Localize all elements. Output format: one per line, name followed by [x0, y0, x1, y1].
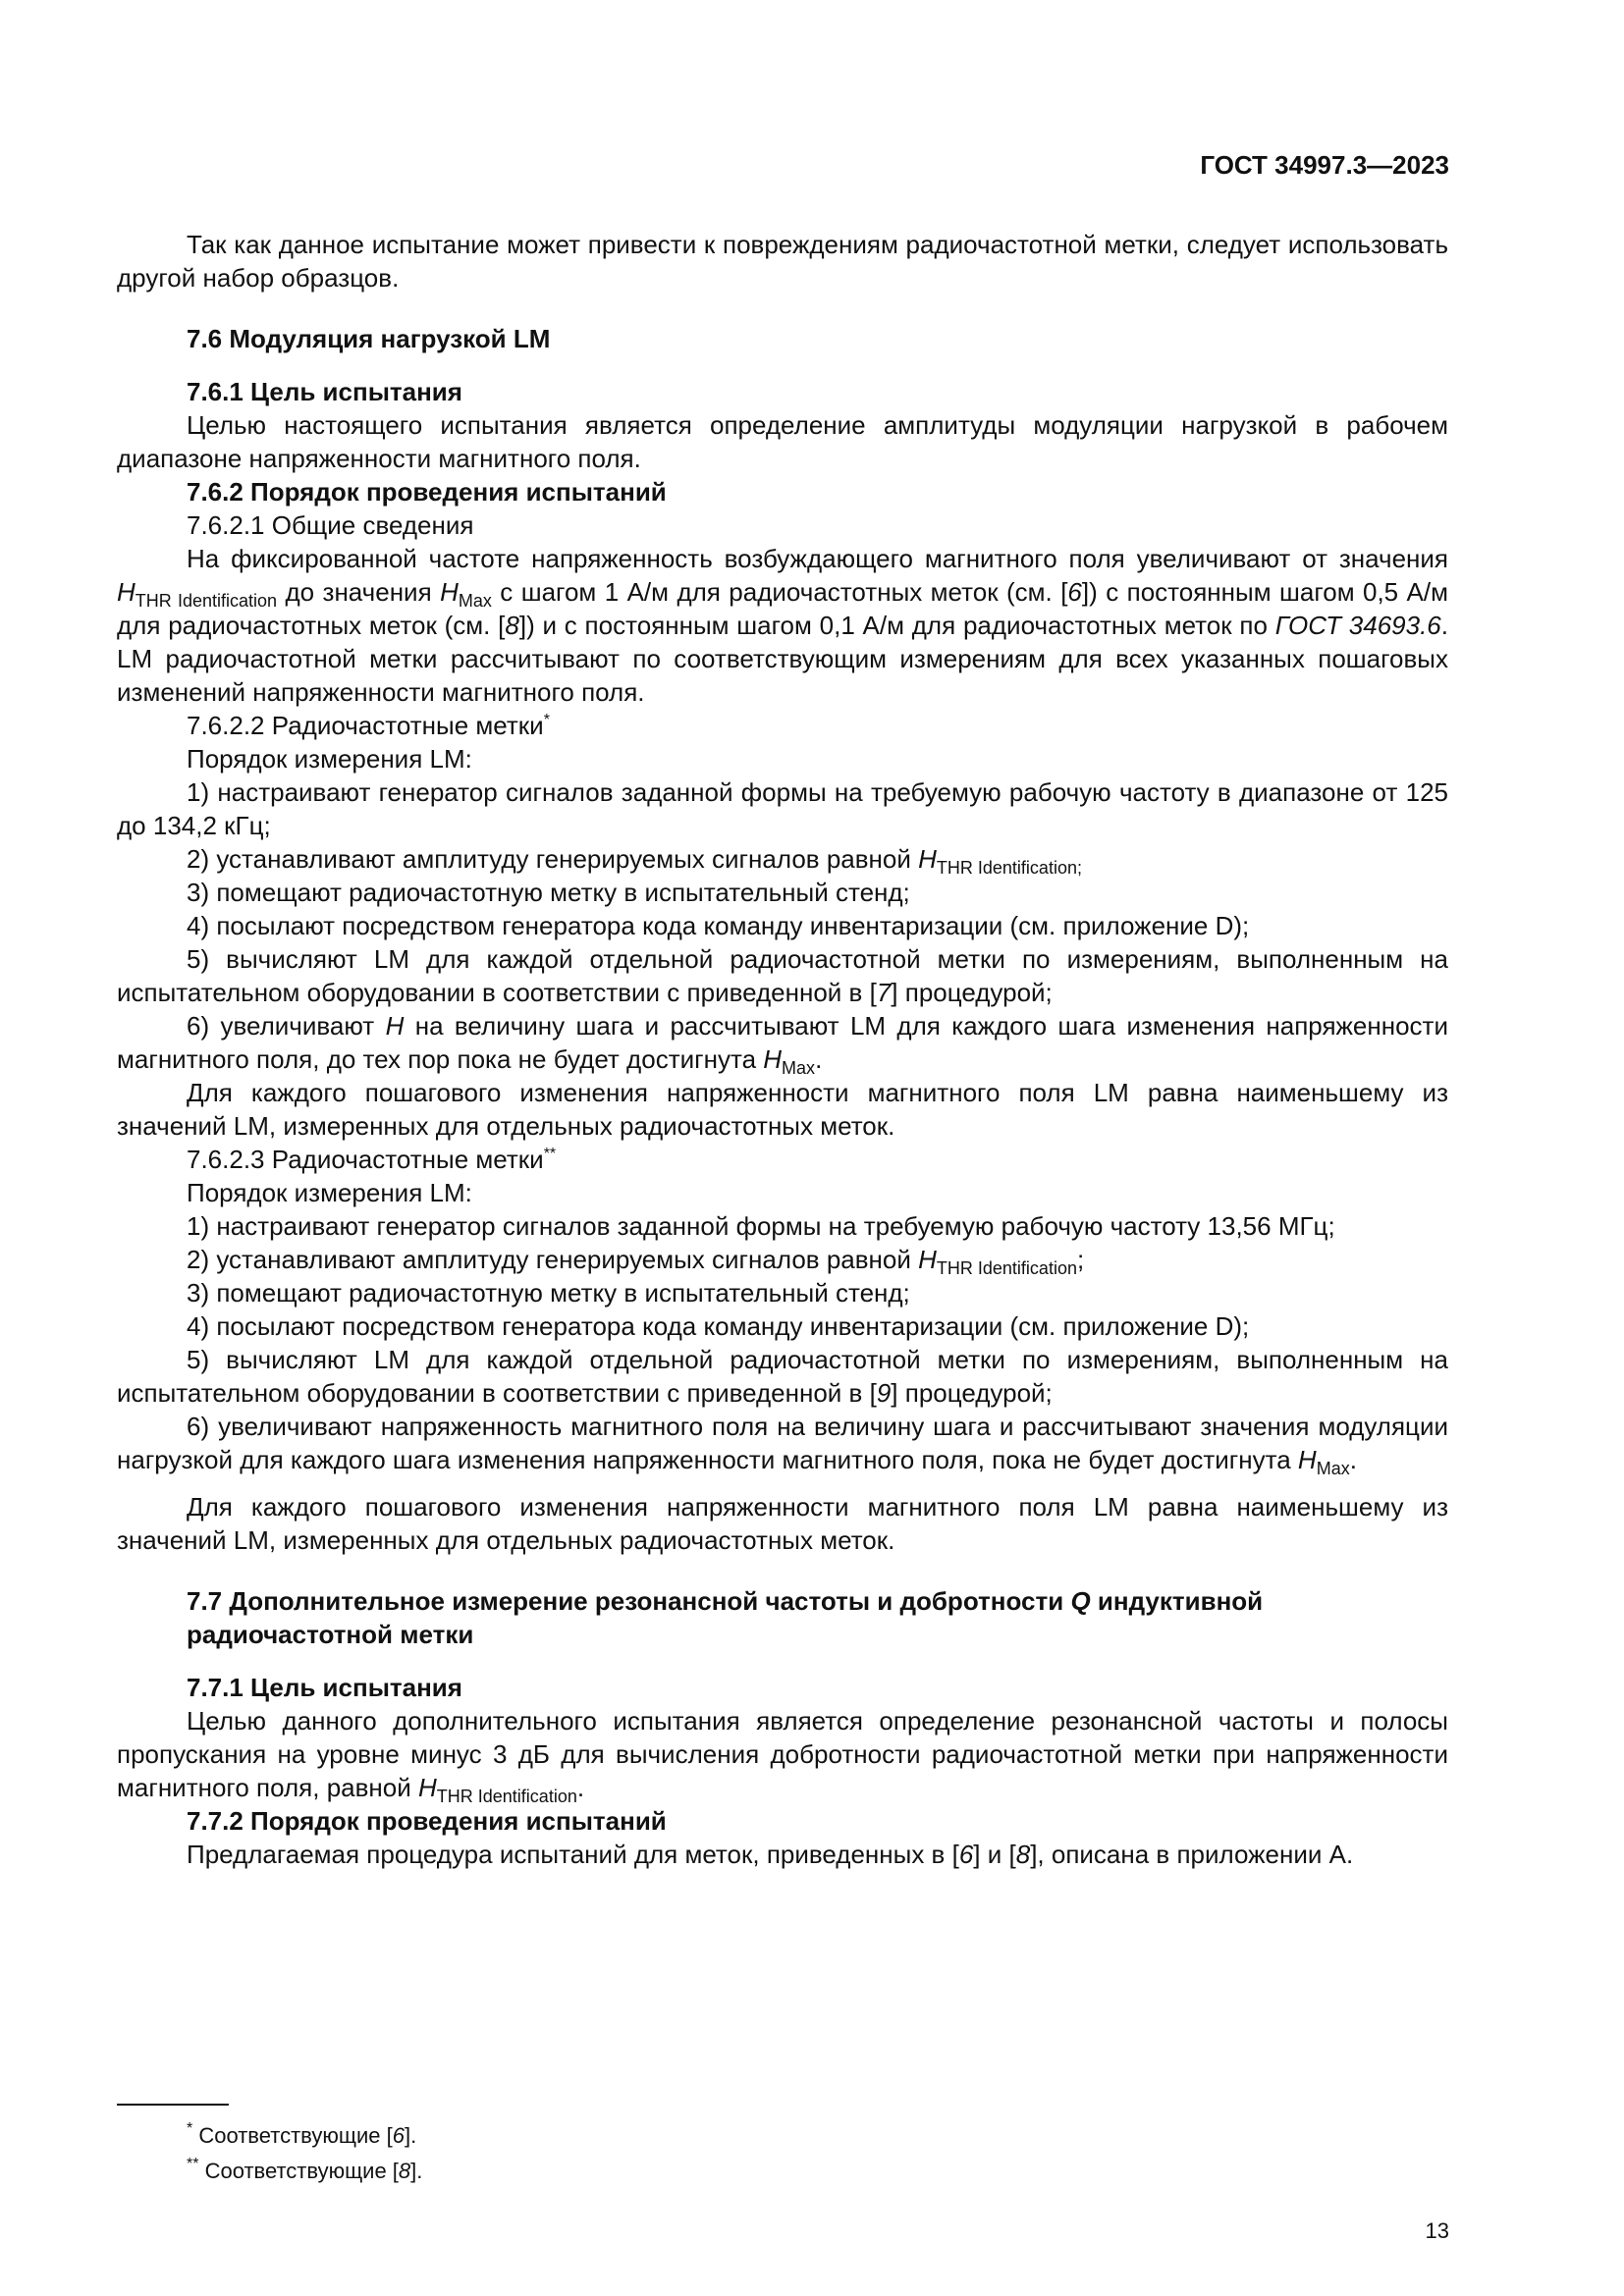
- section-7-6-1-text: Целью настоящего испытания является определение амплитуды модуляции нагрузкой в рабочем диапазоне напряженности магнитного поля.: [117, 410, 1448, 473]
- list1-item-1: 1) настраивают генератор сигналов заданной формы на требуемую рабочую частоту в диапазоне от 125 до 134,2 кГц;: [117, 777, 1448, 840]
- conclusion-1: Для каждого пошагового изменения напряженности магнитного поля LM равна наименьшему из значений LM, измеренных для отдельных радиочастотных меток.: [117, 1078, 1448, 1141]
- list1-item-2: 2) устанавливают амплитуду генерируемых сигналов равной $H_{THR Identification;}$: [187, 844, 1082, 878]
- list2-item-3: 3) помещают радиочастотную метку в испытательный стенд;: [187, 1278, 910, 1308]
- section-7-7-1-title: 7.7.1 Цель испытания: [187, 1673, 462, 1702]
- footnote-2: ** Соответствующие [8].: [187, 2156, 423, 2183]
- list1-item-6: 6) увеличивают H на величину шага и рассчитывают LM для каждого шага изменения напряженности магнитного поля, до тех пор пока не будет достигнута $H_{Max}$.: [117, 1011, 1448, 1078]
- intro-paragraph: Так как данное испытание может привести к повреждениям радиочастотной метки, следует использовать другой набор образцов.: [117, 230, 1448, 293]
- footnote-divider: [117, 2104, 229, 2106]
- section-7-6-2-3-title: 7.6.2.3 Радиочастотные метки**: [187, 1145, 557, 1174]
- section-7-7-title: 7.7 Дополнительное измерение резонансной частоты и добротности Q индуктивной радиочастотной метки: [187, 1586, 1264, 1649]
- section-7-7-2-text: Предлагаемая процедура испытаний для меток, приведенных в [6] и [8], описана в приложении А.: [187, 1840, 1354, 1869]
- section-7-6-1-title: 7.6.1 Цель испытания: [187, 377, 462, 406]
- order-label-1: Порядок измерения LM:: [187, 744, 472, 774]
- section-7-6-title: 7.6 Модуляция нагрузкой LM: [187, 324, 551, 353]
- list2-item-6: 6) увеличивают напряженность магнитного поля на величину шага и рассчитывают значения модуляции нагрузкой для каждого шага изменения напряженности магнитного поля, пока не будет достигнута $H_{Max}$.: [117, 1412, 1448, 1478]
- section-7-7-2-title: 7.7.2 Порядок проведения испытаний: [187, 1806, 667, 1836]
- page-content: [117, 228, 1448, 1871]
- order-label-2: Порядок измерения LM:: [187, 1178, 472, 1207]
- section-7-6-2-1-title: 7.6.2.1 Общие сведения: [187, 510, 474, 540]
- section-7-6-2-2-title: 7.6.2.2 Радиочастотные метки*: [187, 711, 550, 740]
- section-7-7-1-text: Целью данного дополнительного испытания является определение резонансной частоты и полосы пропускания на уровне минус 3 дБ для вычисления добротности радиочастотной метки при напряженности магнитного поля, равной $H_{THR Identification}$.: [117, 1706, 1448, 1806]
- list2-item-5: 5) вычисляют LM для каждой отдельной радиочастотной метки по измерениям, выполненным на испытательном оборудовании в соответствии с приведенной в [9] процедурой;: [117, 1345, 1448, 1408]
- list2-item-2: 2) устанавливают амплитуду генерируемых сигналов равной $H_{THR Identification}$;: [187, 1245, 1085, 1278]
- document-header: ГОСТ 34997.3—2023: [1200, 150, 1449, 180]
- list2-item-4: 4) посылают посредством генератора кода команду инвентаризации (см. приложение D);: [187, 1311, 1250, 1341]
- list1-item-4: 4) посылают посредством генератора кода команду инвентаризации (см. приложение D);: [187, 911, 1250, 940]
- list1-item-3: 3) помещают радиочастотную метку в испытательный стенд;: [187, 878, 910, 907]
- section-7-6-2-1-text: На фиксированной частоте напряженность возбуждающего магнитного поля увеличивают от значения $H_{THR Identification}$ до значения $H_{Max}$ с шагом 1 А/м для радиочастотных меток (см. [6]) с постоянным шагом 0,5 А/м для радиочастотных меток (см. [8]) и с постоянным шагом 0,1 А/м для радиочастотных меток по ГОСТ 34693.6. LM радиочастотной метки рассчитывают по соответствующим измерениям для всех указанных пошаговых изменений напряженности магнитного поля.: [117, 544, 1448, 707]
- footnotes: [187, 2118, 422, 2189]
- page-number: 13: [1425, 2218, 1449, 2243]
- footnote-1: * Соответствующие [6].: [187, 2120, 417, 2148]
- list1-item-5: 5) вычисляют LM для каждой отдельной радиочастотной метки по измерениям, выполненным на испытательном оборудовании в соответствии с приведенной в [7] процедурой;: [117, 944, 1448, 1007]
- section-7-6-2-title: 7.6.2 Порядок проведения испытаний: [187, 477, 667, 507]
- list2-item-1: 1) настраивают генератор сигналов заданной формы на требуемую рабочую частоту 13,56 МГц;: [187, 1211, 1335, 1241]
- conclusion-2: Для каждого пошагового изменения напряженности магнитного поля LM равна наименьшему из значений LM, измеренных для отдельных радиочастотных меток.: [117, 1492, 1448, 1555]
